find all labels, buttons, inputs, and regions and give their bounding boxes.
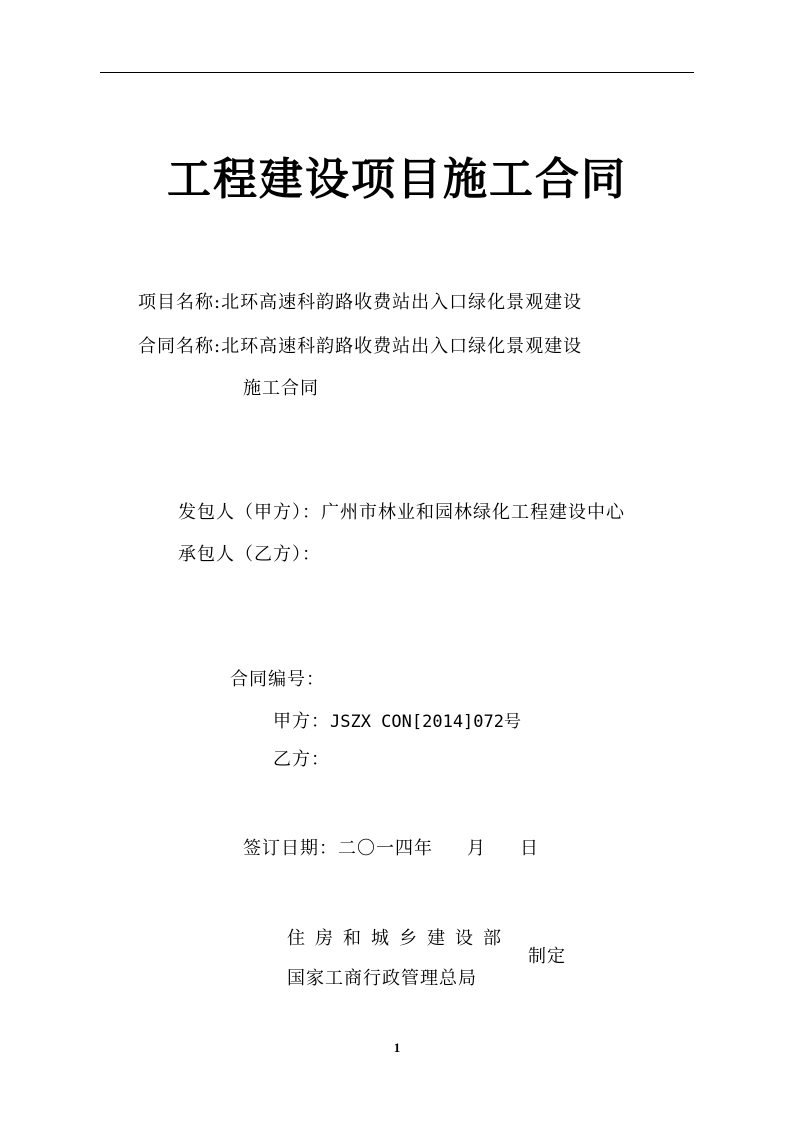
project-name-value: 北环高速科韵路收费站出入口绿化景观建设 bbox=[221, 292, 583, 313]
party-a-row bbox=[273, 709, 521, 735]
party-a-label: 甲方： bbox=[273, 711, 330, 732]
party-b-row bbox=[273, 747, 330, 773]
contractor-row bbox=[178, 542, 321, 568]
contract-name-label: 合同名称: bbox=[138, 336, 222, 357]
contractor-label: 承包人（乙方）： bbox=[178, 544, 321, 565]
project-name-row bbox=[138, 290, 582, 316]
contract-no-label: 合同编号： bbox=[230, 669, 325, 690]
contract-name-row bbox=[138, 334, 582, 360]
sign-date-month: 月 bbox=[467, 838, 486, 859]
sign-date-year: 二〇一四年 bbox=[338, 838, 433, 859]
employer-label: 发包人（甲方）： bbox=[178, 502, 321, 523]
issuer-line2: 国家工商行政管理总局 bbox=[287, 968, 477, 989]
contract-name-value-line1: 北环高速科韵路收费站出入口绿化景观建设 bbox=[221, 336, 583, 357]
sign-date-label: 签订日期： bbox=[243, 838, 338, 859]
party-b-label: 乙方： bbox=[273, 749, 330, 770]
sign-date-day: 日 bbox=[520, 838, 539, 859]
header-rule bbox=[100, 72, 694, 73]
employer-row bbox=[178, 500, 625, 526]
issuer-line1: 住房和城乡建设部 bbox=[287, 928, 511, 949]
contract-name-value-line2: 施工合同 bbox=[243, 378, 319, 399]
employer-value: 广州市林业和园林绿化工程建设中心 bbox=[321, 502, 625, 523]
page-number: 1 bbox=[393, 1040, 401, 1055]
party-a-value: JSZX CON[2014]072号 bbox=[330, 712, 521, 732]
sign-date-row bbox=[243, 836, 539, 862]
issuer-suffix: 制定 bbox=[528, 946, 566, 967]
project-name-label: 项目名称: bbox=[138, 292, 222, 313]
document-title: 工程建设项目施工合同 bbox=[167, 154, 627, 205]
